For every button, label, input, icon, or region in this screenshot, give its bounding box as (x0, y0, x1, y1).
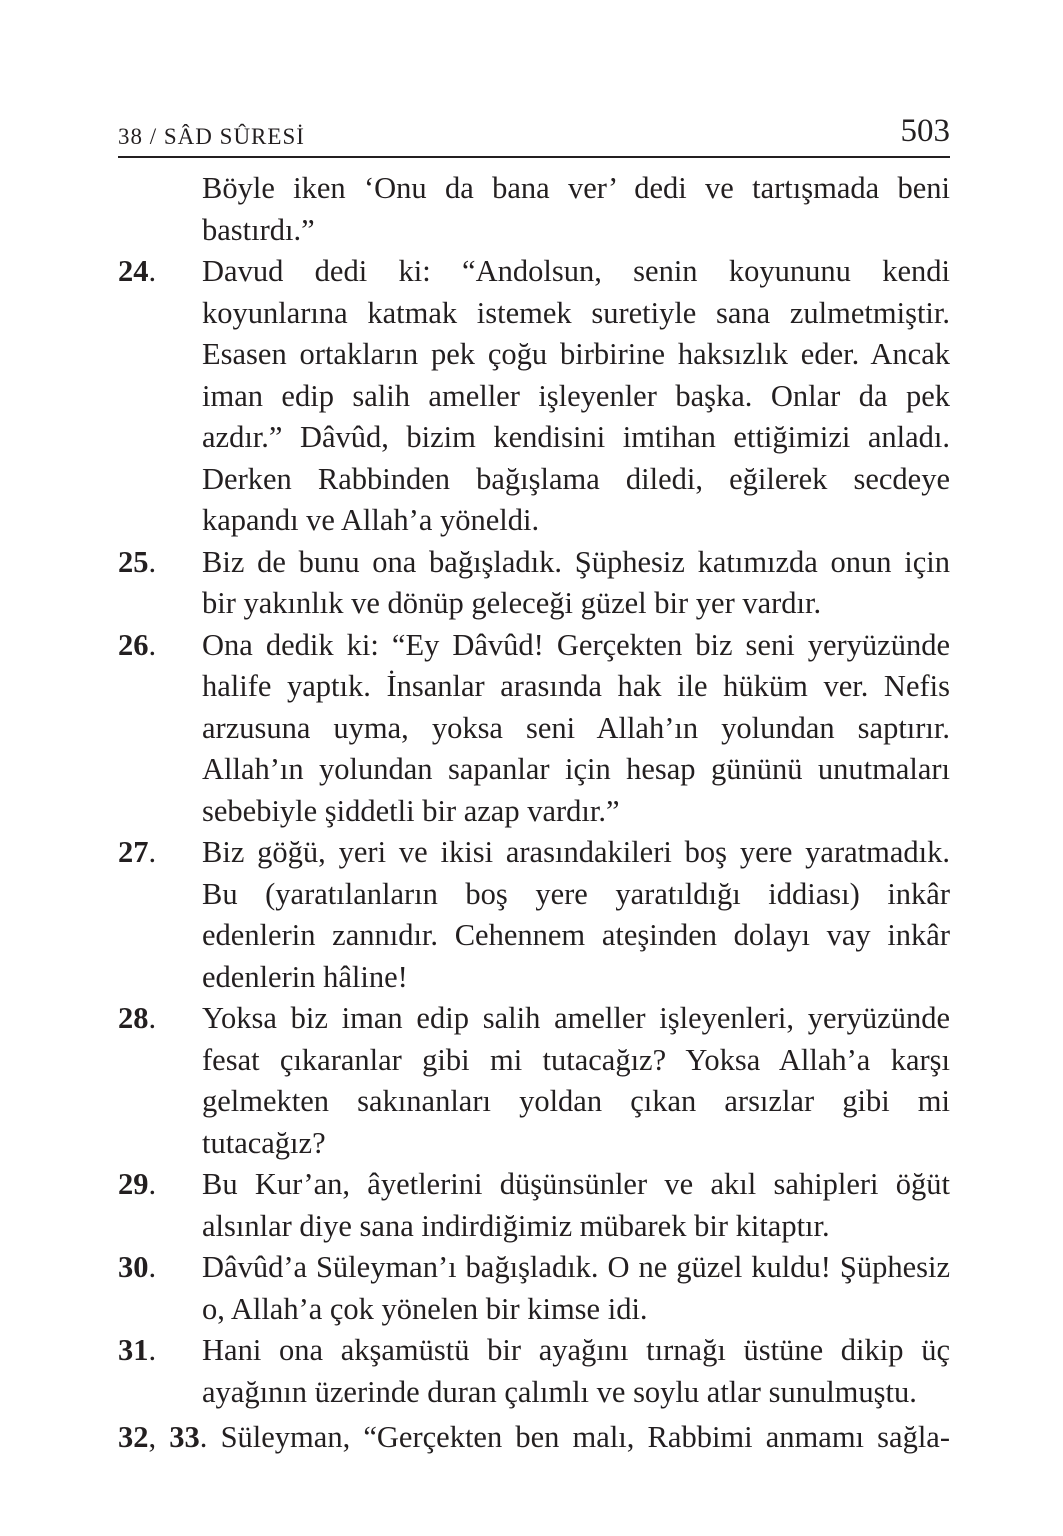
verse-number: 26. (118, 627, 157, 662)
verse-number: 30. (118, 1250, 157, 1284)
verse-text: Biz de bunu ona bağışladık. Şüphesiz katımızda onun için bir yakınlık ve dönüp geleceği güzel bir yer vardır. (202, 544, 950, 620)
verse-text: Hani ona akşamüstü bir ayağını tırnağı üstüne dikip üç ayağının üzerinde duran çalımlı ve soylu atlar sunulmuştu. (202, 1333, 950, 1409)
verse-32-33: 32, 33. Süleyman, “Gerçekten ben malı, Rabbimi anmamı sağla- (118, 1420, 951, 1454)
verse-24 (118, 251, 950, 542)
running-head: 38 / SÂD SÛRESİ (118, 124, 305, 149)
verse-28 (118, 998, 950, 1164)
verse-31 (118, 1330, 950, 1413)
verse-text: Dâvûd’a Süleyman’ı bağışladık. O ne güzel kuldu! Şüphesiz o, Allah’a çok yönelen bir kimse idi. (202, 1250, 950, 1326)
page-header (118, 112, 950, 158)
verse-text: Bu Kur’an, âyetlerini düşünsünler ve akıl sahipleri öğüt alsınlar diye sana indirdiğimiz mübarek bir kitaptır. (202, 1167, 950, 1243)
verse-text: Yoksa biz iman edip salih ameller işleyenleri, yeryüzünde fesat çıkaranlar gibi mi tutacağız? Yoksa Allah’a karşı gelmekten sakınanları yoldan çıkan arsızlar gibi mi tutacağız? (202, 1001, 950, 1160)
verse-number: 28. (118, 1001, 157, 1035)
continued-verse-text: Böyle iken ‘Onu da bana ver’ dedi ve tartışmada beni bastırdı.” (202, 171, 950, 247)
verse-30 (118, 1247, 950, 1330)
verse-text: Ona dedik ki: “Ey Dâvûd! Gerçekten biz seni yeryüzünde halife yaptık. İnsanlar arasında hak ile hüküm ver. Nefis arzusuna uyma, yoksa seni Allah’ın yolundan saptırır. Allah’ın yolundan sapanlar için hesap gününü unutmaları sebebiyle şiddetli bir azap vardır.” (202, 627, 950, 828)
verse-26 (118, 625, 950, 833)
verse-number: 24. (118, 254, 157, 288)
verse-25 (118, 542, 950, 625)
verse-27 (118, 832, 950, 998)
verse-text: Biz göğü, yeri ve ikisi arasındakileri boş yere yaratmadık. Bu (yaratılanların boş yere yaratıldığı iddiası) inkâr edenlerin zannıdır. Cehennem ateşinden dolayı vay inkâr edenlerin hâline! (202, 835, 950, 994)
verse-number: 27. (118, 835, 157, 869)
verse-29 (118, 1164, 950, 1247)
verse-number: 29. (118, 1167, 157, 1201)
verse-text: Davud dedi ki: “Andolsun, senin koyununu kendi koyunlarına katmak istemek suretiyle sana zulmetmiştir. Esasen ortakların pek çoğu birbirine haksızlık eder. Ancak iman edip salih ameller işleyenler başka. Onlar da pek azdır.” Dâvûd, bizim kendisini imtihan ettiğimizi anladı. Derken Rabbinden bağışlama diledi, eğilerek secdeye kapandı ve Allah’a yöneldi. (202, 254, 950, 537)
page-number: 503 (900, 113, 950, 149)
verse-number: 33 (169, 1420, 200, 1454)
page-body (118, 168, 950, 1459)
verse-number: 25. (118, 544, 157, 579)
verse-number: 31. (118, 1333, 157, 1367)
verse-text: . Süleyman, “Gerçekten ben malı, Rabbimi anmamı sağla- (199, 1420, 951, 1454)
verse-number: 32 (118, 1420, 149, 1454)
